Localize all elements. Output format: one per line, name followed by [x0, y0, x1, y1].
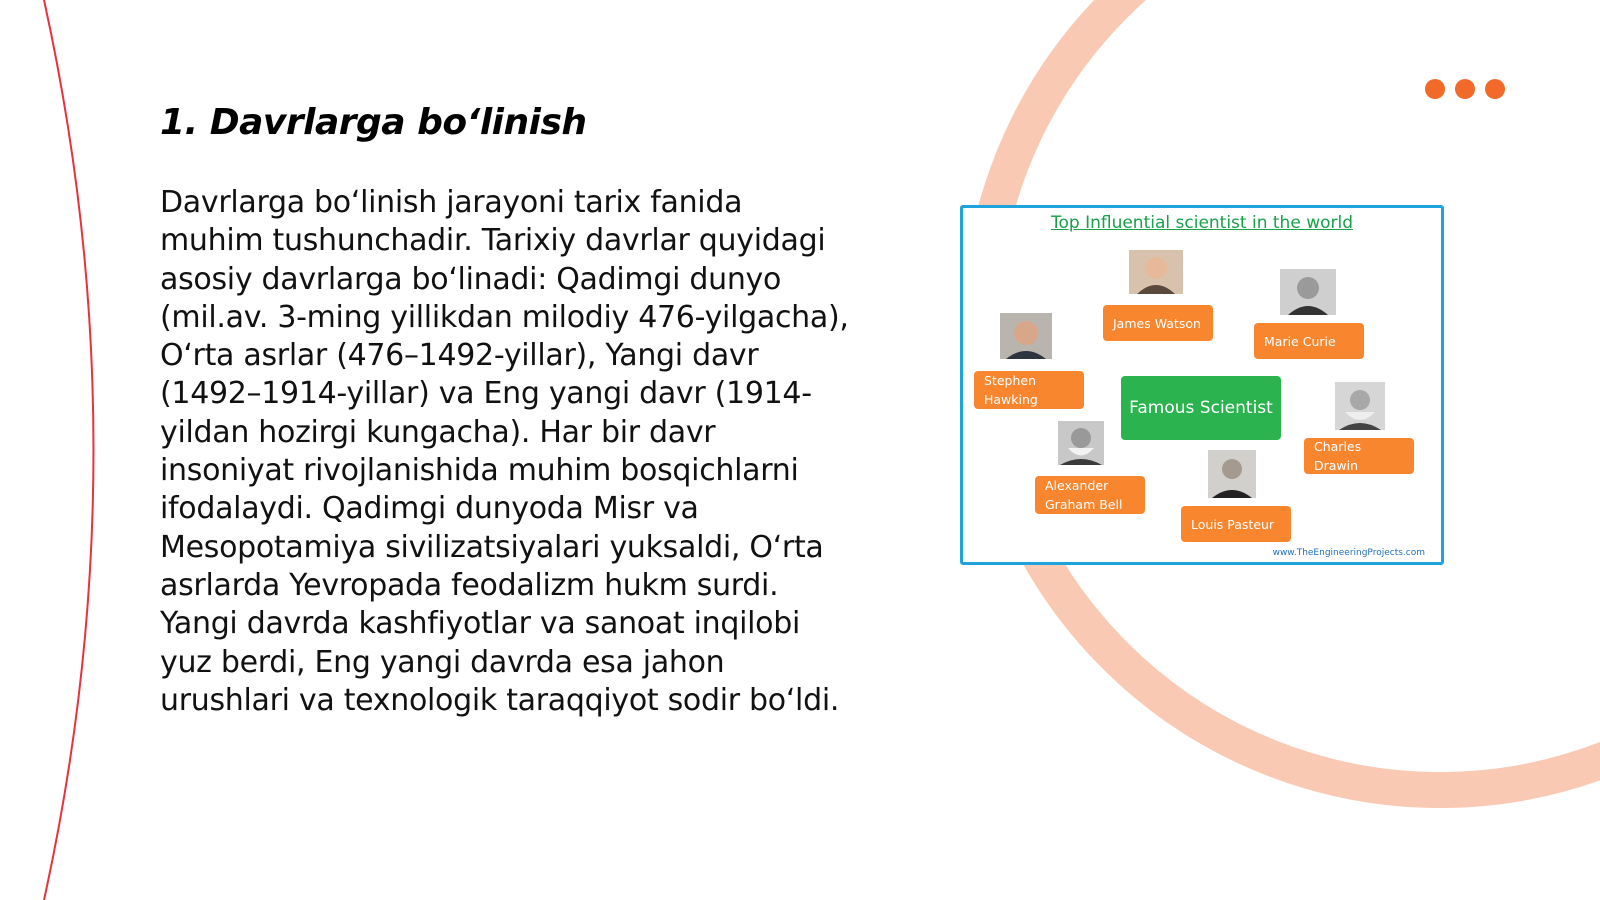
scientist-label: Marie Curie: [1254, 323, 1364, 359]
portrait-photo-icon: [1129, 250, 1183, 294]
slide-title: 1. Davrlarga bo‘linish: [160, 102, 587, 143]
scientist-label: Stephen Hawking: [974, 371, 1084, 409]
dot-icon: [1455, 79, 1475, 99]
dot-icon: [1485, 79, 1505, 99]
portrait-photo-icon: [1058, 421, 1104, 465]
figure-title: Top Influential scientist in the world: [1050, 213, 1353, 233]
scientist-figure: [960, 205, 1444, 565]
scientist-label: James Watson: [1103, 305, 1213, 341]
portrait-photo-icon: [1335, 382, 1385, 430]
portrait-photo-icon: [1000, 313, 1052, 359]
portrait-photo-icon: [1208, 450, 1256, 498]
portrait-photo-icon: [1280, 269, 1336, 315]
scientist-label: Louis Pasteur: [1181, 506, 1291, 542]
center-label-box: Famous Scientist: [1121, 376, 1281, 440]
left-red-curve: [44, 0, 94, 900]
dot-icon: [1425, 79, 1445, 99]
scientist-label: Alexander Graham Bell: [1035, 476, 1145, 514]
slide-body-text: Davrlarga bo‘linish jarayoni tarix fanida muhim tushunchadir. Tarixiy davrlar quyidagi asosiy davrlarga bo‘linadi: Qadimgi dunyo (mil.av. 3-ming yillikdan milodiy 476-yilgacha), O‘rta asrlar (476–1492-yillar), Yangi davr (1492–1914-yillar) va Eng yangi davr (1914-yildan hozirgi kungacha). Har bir davr insoniyat rivojlanishida muhim bosqichlarni ifodalaydi. Qadimgi dunyoda Misr va Mesopotamiya sivilizatsiyalari yuksaldi, O‘rta asrlarda Yevropada feodalizm hukm surdi. Yangi davrda kashfiyotlar va sanoat inqilobi yuz berdi, Eng yangi davrda esa jahon urushlari va texnologik taraqqiyot sodir bo‘ldi.: [160, 185, 849, 718]
scientist-label: Charles Drawin: [1304, 438, 1414, 474]
decorative-dots: [1425, 79, 1505, 99]
figure-credit: www.TheEngineeringProjects.com: [1272, 548, 1425, 558]
